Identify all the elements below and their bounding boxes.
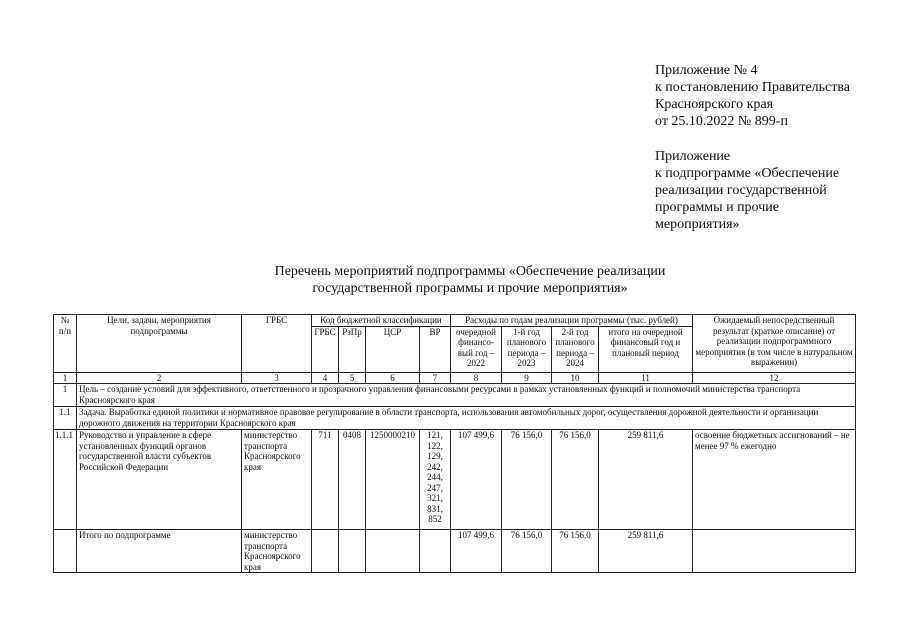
column-number: 8 [451, 372, 502, 384]
total-grbs-code [312, 530, 339, 573]
column-number: 4 [312, 372, 339, 384]
total-vr [420, 530, 451, 573]
measure-amount-total: 259 811,6 [599, 430, 693, 530]
col-header-goals: Цели, задачи, мероприятия подпрограммы [77, 315, 242, 373]
header-line: программы и прочие [655, 200, 779, 215]
column-number: 9 [502, 372, 552, 384]
measure-expected-result: освоение бюджетных ассигнований – не менее 97 % ежегодно [693, 430, 856, 530]
measure-name: Руководство и управление в сфере установленных функций органов государственной власти субъектов Российской Федерации [77, 430, 242, 530]
task-row [54, 407, 856, 430]
col-header-grbs-code: ГРБС [312, 326, 339, 372]
header-line: Красноярского края [655, 97, 774, 112]
title-line-1: Перечень мероприятий подпрограммы «Обеспечение реализации [274, 264, 666, 279]
header-line: Приложение № 4 [655, 63, 758, 78]
col-header-year-2022: очередной финансо-вый год – 2022 [451, 326, 502, 372]
vr-code: 129, [427, 451, 443, 461]
col-header-total: итого на очередной финансовый год и плановый период [599, 326, 693, 372]
measure-grbs: министерство транспорта Красноярского края [242, 430, 312, 530]
total-amount-2022: 107 499,6 [451, 530, 502, 573]
column-number: 6 [366, 372, 420, 384]
total-amount-2024: 76 156,0 [552, 530, 599, 573]
header-line: к постановлению Правительства [655, 80, 851, 95]
col-header-year-2024: 2-й год планового периода – 2024 [552, 326, 599, 372]
total-grbs: министерство транспорта Красноярского края [242, 530, 312, 573]
total-label: Итого по подпрограмме [77, 530, 242, 573]
measures-table [53, 314, 856, 573]
measure-num: 1.1.1 [54, 430, 77, 530]
col-header-budget-code: Код бюджетной классификации [312, 315, 451, 327]
goal-text: Цель – создание условий для эффективного, ответственного и прозрачного управления финансовыми ресурсами в рамках установленных функций и полномочий министерства транспорта Красноярского края [77, 384, 856, 407]
vr-code: 242, [427, 461, 443, 472]
measure-vr-codes [420, 430, 451, 530]
column-number: 2 [77, 372, 242, 384]
task-num: 1.1 [54, 407, 77, 430]
appendix-4-header [655, 62, 850, 130]
total-expected-result [693, 530, 856, 573]
column-number-row [54, 372, 856, 384]
header-line: Приложение [655, 149, 731, 164]
col-header-year-2023: 1-й год планового периода – 2023 [502, 326, 552, 372]
col-header-expenses: Расходы по годам реализации программы (тыс. рублей) [451, 315, 693, 327]
header-line: мероприятия» [655, 217, 740, 232]
column-number: 12 [693, 372, 856, 384]
vr-code: 244, [427, 472, 443, 482]
col-header-csr: ЦСР [366, 326, 420, 372]
header-line: к подпрограмме «Обеспечение [655, 166, 840, 181]
col-header-rzpr: РзПр [339, 326, 366, 372]
subprogram-appendix-header [655, 148, 839, 233]
measure-amount-2024: 76 156,0 [552, 430, 599, 530]
header-line: реализации государственной [655, 183, 827, 198]
header-row [54, 315, 856, 327]
goal-row [54, 384, 856, 407]
column-number: 5 [339, 372, 366, 384]
total-rzpr [339, 530, 366, 573]
total-amount-total: 259 811,6 [599, 530, 693, 573]
header-line: от 25.10.2022 № 899-п [655, 114, 788, 129]
column-number: 11 [599, 372, 693, 384]
task-text: Задача. Выработка единой политики и нормативное правовое регулирование в области транспорта, использования автомобильных дорог, осуществления дорожной деятельности и организации дорожного движения на территории Красноярского края [77, 407, 856, 430]
measure-rzpr: 0408 [339, 430, 366, 530]
measure-grbs-code: 711 [312, 430, 339, 530]
goal-num: 1 [54, 384, 77, 407]
vr-code: 121, [427, 430, 443, 440]
column-number: 10 [552, 372, 599, 384]
col-header-grbs: ГРБС [242, 315, 312, 373]
measure-csr: 1250000210 [366, 430, 420, 530]
total-row [54, 530, 856, 573]
measure-row [54, 430, 856, 530]
vr-code: 247, [427, 482, 443, 493]
measure-amount-2023: 76 156,0 [502, 430, 552, 530]
vr-code: 831, [427, 503, 443, 514]
vr-code: 122, [427, 440, 443, 451]
measure-amount-2022: 107 499,6 [451, 430, 502, 530]
title-line-2: государственной программы и прочие мероприятия» [312, 281, 628, 296]
column-number: 7 [420, 372, 451, 384]
document-title [0, 263, 905, 297]
col-header-num: № п/п [54, 315, 77, 373]
total-amount-2023: 76 156,0 [502, 530, 552, 573]
column-number: 1 [54, 372, 77, 384]
vr-code: 852 [428, 514, 442, 524]
total-num [54, 530, 77, 573]
column-number: 3 [242, 372, 312, 384]
col-header-vr: ВР [420, 326, 451, 372]
total-csr [366, 530, 420, 573]
vr-code: 321, [427, 493, 443, 503]
col-header-expected-result: Ожидаемый непосредственный результат (краткое описание) от реализации подпрограммного мероприятия (в том числе в натуральном выражении) [693, 315, 856, 373]
